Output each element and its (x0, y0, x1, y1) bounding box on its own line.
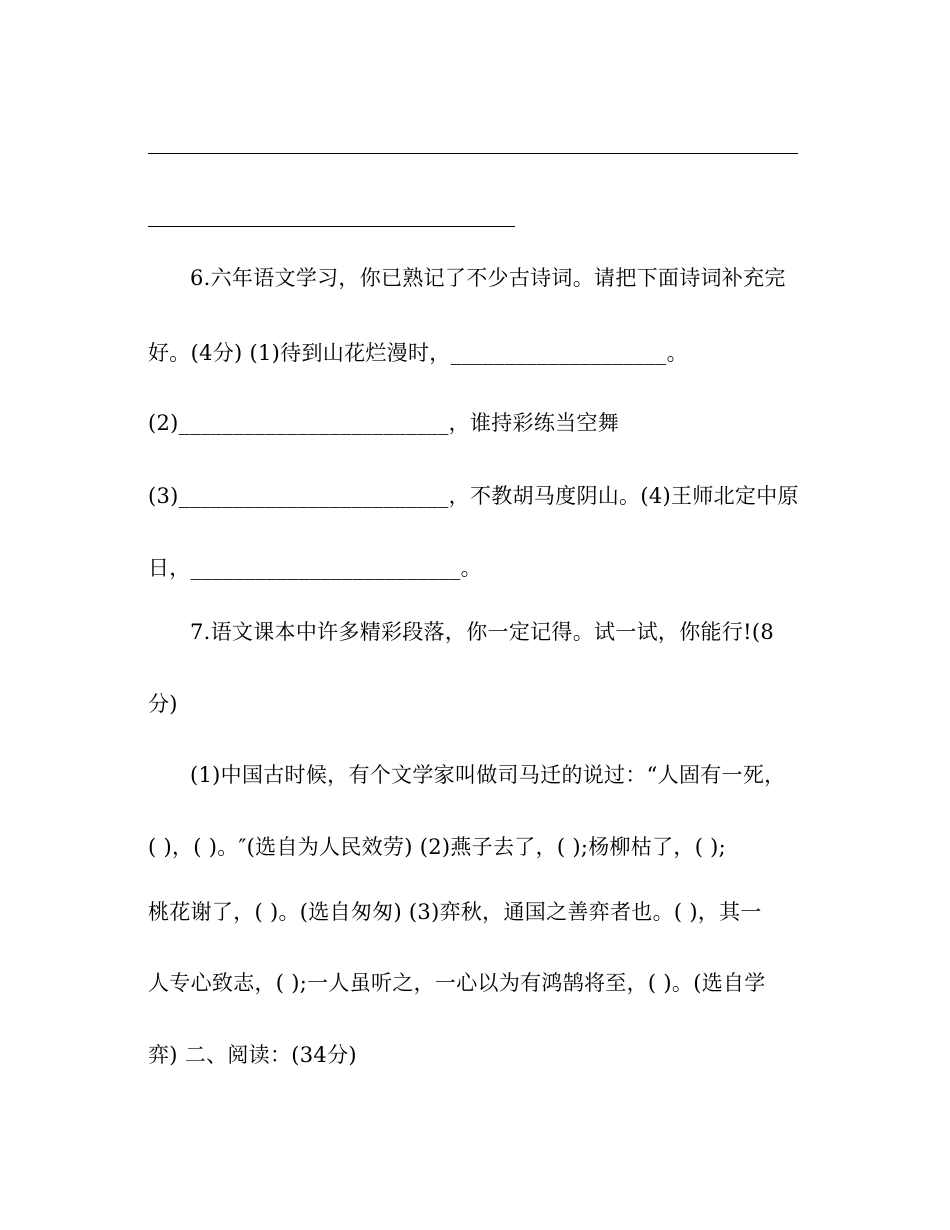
q7-line-7: 弈) 二、阅读：(34分) (148, 1043, 357, 1067)
q7-line-6: 人专心致志，( );一人虽听之，一心以为有鸿鹄将至，( )。(选自学 (148, 971, 766, 995)
q7-line-4: ( )，( )。″(选自为人民效劳) (2)燕子去了，( );杨柳枯了，( ); (148, 835, 727, 859)
answer-line-1 (148, 153, 798, 154)
q7-line-2: 分) (148, 692, 178, 716)
q6-line-4: (3)_________________________，不教胡马度阴山。(4)王师北定中原 (148, 484, 799, 508)
q6-line-2: 好。(4分) (1)待到山花烂漫时，____________________。 (148, 341, 688, 365)
answer-line-2 (148, 226, 515, 227)
q7-line-1: 7.语文课本中许多精彩段落，你一定记得。试一试，你能行!(8 (190, 620, 775, 644)
q7-line-5: 桃花谢了，( )。(选自匆匆) (3)弈秋，通国之善弈者也。( )，其一 (148, 900, 762, 924)
q6-line-3: (2)_________________________，谁持彩练当空舞 (148, 411, 620, 435)
q6-line-1: 6.六年语文学习，你已熟记了不少古诗词。请把下面诗词补充完 (190, 266, 786, 290)
q7-line-3: (1)中国古时候，有个文学家叫做司马迁的说过：“人固有一死， (190, 763, 786, 787)
q6-line-5: 日，_________________________。 (148, 556, 482, 580)
